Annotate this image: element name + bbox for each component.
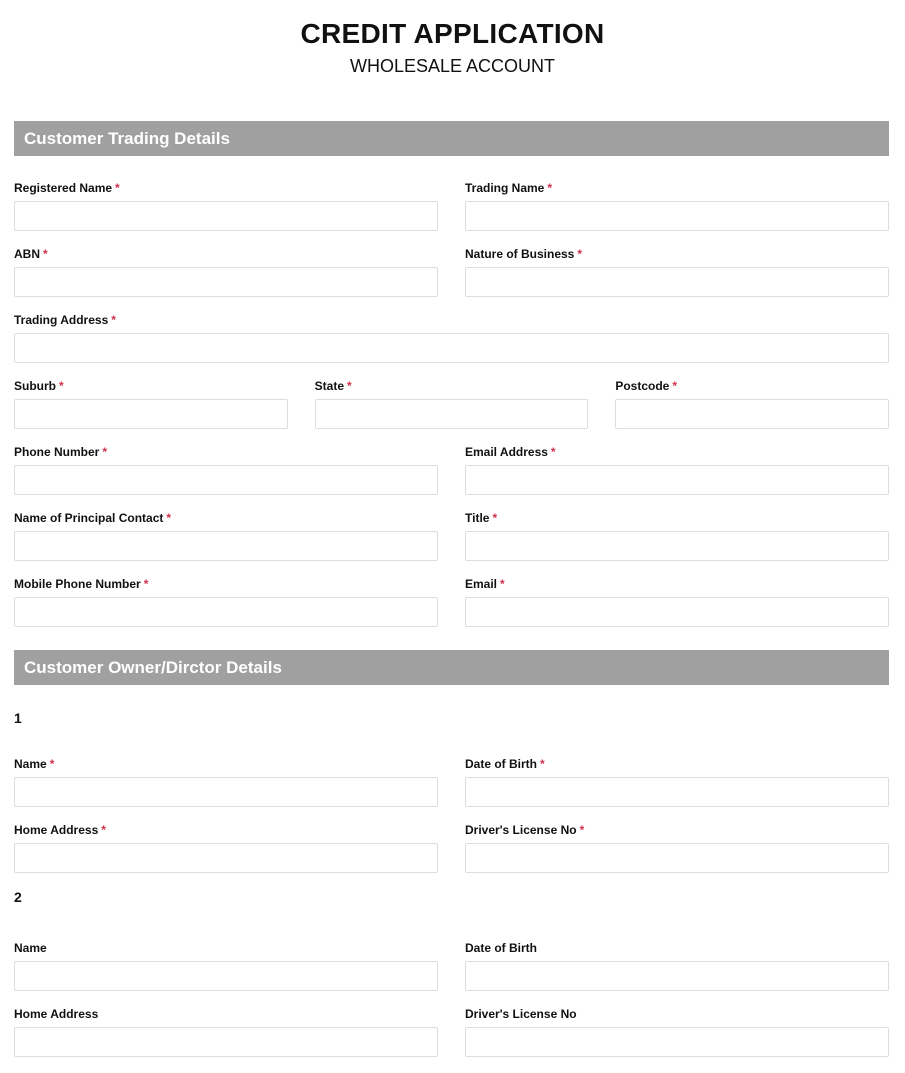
field-home-address — [14, 1007, 438, 1073]
owner-number: 2 — [14, 889, 22, 905]
abn-input[interactable] — [14, 267, 438, 297]
field-email — [465, 577, 889, 643]
date-of-birth-input[interactable] — [465, 777, 889, 807]
email-input[interactable] — [465, 597, 889, 627]
page-subtitle: WHOLESALE ACCOUNT — [349, 56, 556, 76]
field-name — [14, 757, 438, 823]
label-text: Name of Principal Contact — [14, 511, 164, 525]
field-label — [14, 941, 438, 955]
required-asterisk: * — [672, 379, 678, 393]
form-row — [14, 313, 889, 379]
field-label — [14, 181, 438, 195]
field-name — [14, 941, 438, 1007]
field-state — [315, 379, 589, 445]
label-text: Suburb — [14, 379, 56, 393]
field-date-of-birth — [465, 941, 889, 1007]
label-text: Name — [14, 757, 47, 771]
field-label — [14, 511, 438, 525]
suburb-input[interactable] — [14, 399, 288, 429]
field-mobile-phone-number — [14, 577, 438, 643]
phone-number-input[interactable] — [14, 465, 438, 495]
section-header: Customer Owner/Dirctor Details — [14, 650, 889, 685]
field-label — [315, 379, 589, 393]
required-asterisk: * — [579, 823, 585, 837]
field-label — [465, 577, 889, 591]
trading-address-input[interactable] — [14, 333, 889, 363]
label-text: Trading Name — [465, 181, 545, 195]
form-row — [14, 379, 889, 445]
field-label — [465, 181, 889, 195]
label-text: Mobile Phone Number — [14, 577, 141, 591]
field-label — [14, 1007, 438, 1021]
label-text: Email — [465, 577, 498, 591]
field-label — [14, 247, 438, 261]
registered-name-input[interactable] — [14, 201, 438, 231]
label-text: Trading Address — [14, 313, 109, 327]
field-label — [465, 511, 889, 525]
label-text: Home Address — [14, 1007, 99, 1021]
required-asterisk: * — [547, 181, 553, 195]
label-text: ABN — [14, 247, 40, 261]
required-asterisk: * — [59, 379, 64, 393]
mobile-phone-number-input[interactable] — [14, 597, 438, 627]
required-asterisk: * — [550, 445, 556, 459]
form-row — [14, 1007, 889, 1073]
field-label — [465, 941, 889, 955]
required-asterisk: * — [347, 379, 352, 393]
label-text: Phone Number — [14, 445, 100, 459]
field-email-address — [465, 445, 889, 511]
postcode-input[interactable] — [615, 399, 889, 429]
form-row — [14, 181, 889, 247]
required-asterisk: * — [49, 757, 55, 771]
form-row — [14, 511, 889, 577]
state-input[interactable] — [315, 399, 589, 429]
trading-details-section — [14, 121, 889, 643]
name-input[interactable] — [14, 777, 438, 807]
form-row — [14, 247, 889, 313]
label-text: Postcode — [615, 379, 670, 393]
form-row — [14, 823, 889, 889]
field-driver-s-license-no — [465, 823, 889, 889]
form-row — [14, 941, 889, 1007]
required-asterisk: * — [166, 511, 172, 525]
form-row — [14, 577, 889, 643]
field-suburb — [14, 379, 288, 445]
form-row — [14, 757, 889, 823]
field-label — [465, 247, 889, 261]
required-asterisk: * — [540, 757, 545, 771]
label-text: Email Address — [465, 445, 548, 459]
page-title: CREDIT APPLICATION — [300, 18, 605, 49]
home-address-input[interactable] — [14, 1027, 438, 1057]
label-text: Date of Birth — [465, 941, 537, 955]
email-address-input[interactable] — [465, 465, 889, 495]
label-text: Title — [465, 511, 490, 525]
name-input[interactable] — [14, 961, 438, 991]
field-phone-number — [14, 445, 438, 511]
field-home-address — [14, 823, 438, 889]
field-label — [465, 757, 889, 771]
label-text: Driver's License No — [465, 1007, 577, 1021]
date-of-birth-input[interactable] — [465, 961, 889, 991]
field-driver-s-license-no — [465, 1007, 889, 1073]
field-label — [14, 379, 288, 393]
field-registered-name — [14, 181, 438, 247]
owner-number: 1 — [14, 710, 22, 726]
driver-s-license-no-input[interactable] — [465, 843, 889, 873]
required-asterisk: * — [577, 247, 583, 261]
field-abn — [14, 247, 438, 313]
field-label — [465, 1007, 889, 1021]
required-asterisk: * — [43, 247, 48, 261]
title-input[interactable] — [465, 531, 889, 561]
section-header: Customer Trading Details — [14, 121, 889, 156]
required-asterisk: * — [101, 823, 106, 837]
label-text: Date of Birth — [465, 757, 537, 771]
field-label — [465, 445, 889, 459]
field-nature-of-business — [465, 247, 889, 313]
field-trading-address — [14, 313, 889, 379]
label-text: Registered Name — [14, 181, 113, 195]
form-row — [14, 445, 889, 511]
label-text: Home Address — [14, 823, 99, 837]
field-label — [465, 823, 889, 837]
field-label — [14, 445, 438, 459]
required-asterisk: * — [492, 511, 498, 525]
required-asterisk: * — [111, 313, 116, 327]
field-label — [615, 379, 889, 393]
field-label — [14, 577, 438, 591]
driver-s-license-no-input[interactable] — [465, 1027, 889, 1057]
field-postcode — [615, 379, 889, 445]
field-trading-name — [465, 181, 889, 247]
label-text: Driver's License No — [465, 823, 577, 837]
field-date-of-birth — [465, 757, 889, 823]
name-of-principal-contact-input[interactable] — [14, 531, 438, 561]
field-title — [465, 511, 889, 577]
label-text: State — [314, 379, 345, 393]
owner-details-section — [14, 650, 889, 1073]
field-label — [14, 823, 438, 837]
required-asterisk: * — [143, 577, 149, 591]
field-label — [14, 313, 889, 327]
field-label — [14, 757, 438, 771]
field-name-of-principal-contact — [14, 511, 438, 577]
label-text: Nature of Business — [465, 247, 575, 261]
required-asterisk: * — [115, 181, 120, 195]
required-asterisk: * — [102, 445, 108, 459]
home-address-input[interactable] — [14, 843, 438, 873]
label-text: Name — [14, 941, 47, 955]
nature-of-business-input[interactable] — [465, 267, 889, 297]
trading-name-input[interactable] — [465, 201, 889, 231]
required-asterisk: * — [500, 577, 505, 591]
